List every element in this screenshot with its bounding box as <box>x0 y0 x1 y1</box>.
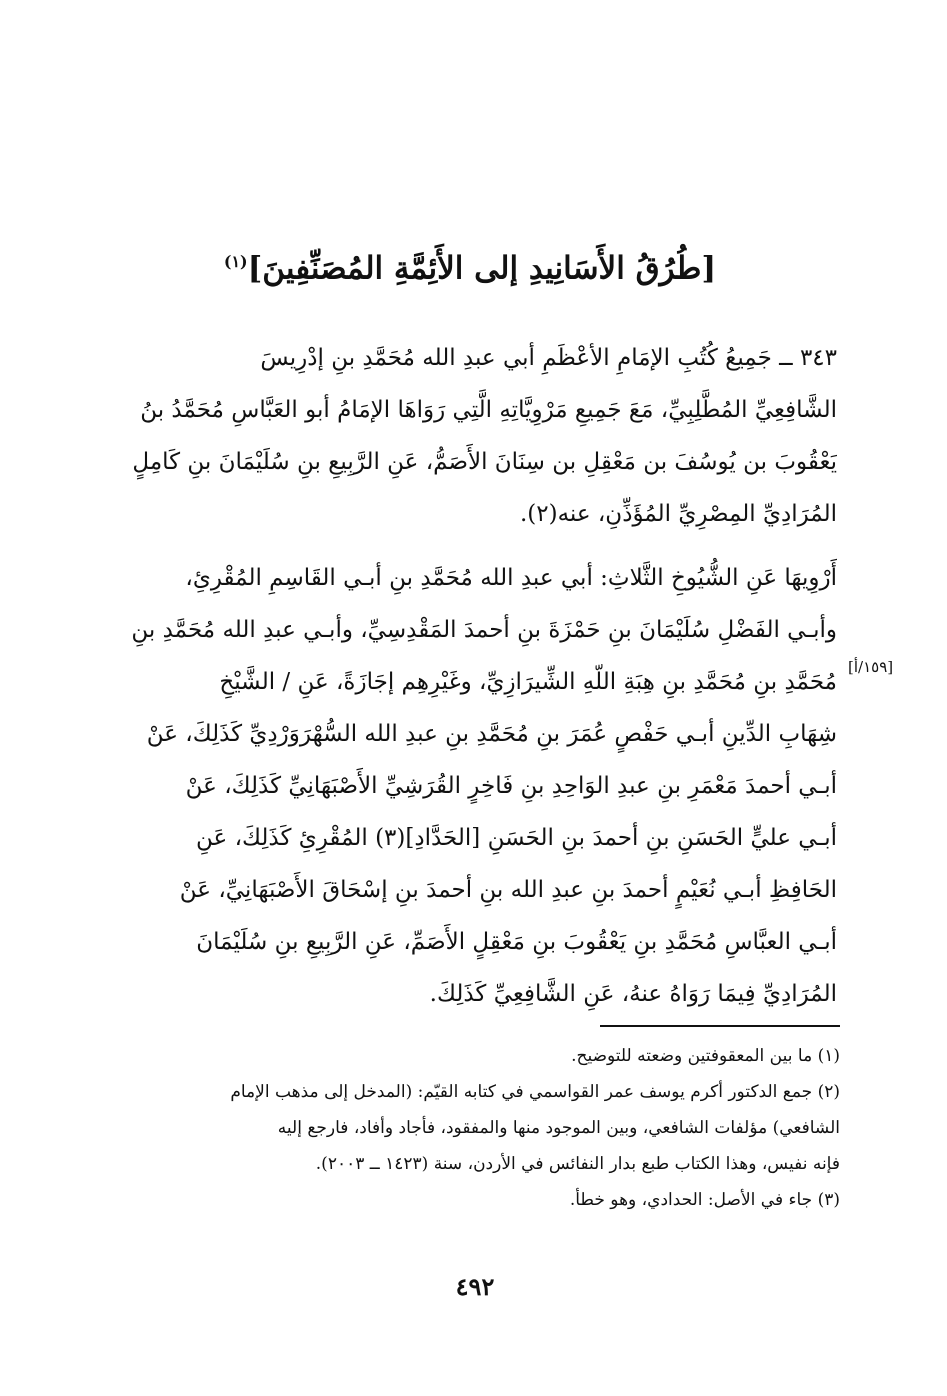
paragraph-2 <box>112 552 837 1020</box>
paragraph-line: الشَّافِعِيِّ المُطَّلِبِيِّ، مَعَ جَمِيعِ مَرْوِيَّاتِهِ الَّتِي رَوَاهَا الإمَامُ أبو العَبَّاسِ مُحَمَّدُ بنُ <box>140 397 837 423</box>
paragraph-line: أبـي العبَّاسِ مُحَمَّدِ بنِ يَعْقُوبَ بنِ مَعْقِلٍ الأَصَمِّ، عَنِ الرَّبِيعِ بنِ سُلَيْمَانَ <box>196 929 837 955</box>
paragraph-line: وأبـي الفَضْلِ سُلَيْمَانَ بنِ حَمْزَةَ بنِ أحمدَ المَقْدِسِيِّ، وأبـي عبدِ الله مُحَمَّدِ بنِ <box>131 617 837 643</box>
footnote-line: (٣) جاء في الأصل: الحدادي، وهو خطأ. <box>569 1190 840 1210</box>
footnote-line: فإنه نفيس، وهذا الكتاب طبع بدار النفائس في الأردن، سنة (١٤٢٣ ــ ٢٠٠٣). <box>315 1154 840 1174</box>
footnote-1 <box>112 1038 840 1074</box>
footnote-line: (٢) جمع الدكتور أكرم يوسف عمر القواسمي في كتابه القيّم: (المدخل إلى مذهب الإمام <box>230 1082 840 1102</box>
paragraph-line: أَرْوِيهَا عَنِ الشُّيُوخِ الثَّلاثِ: أبي عبدِ الله مُحَمَّدِ بنِ أبـي القَاسِمِ المُقْرِئِ، <box>185 565 837 591</box>
paragraph-line: أبـي عليٍّ الحَسَنِ بنِ أحمدَ بنِ الحَسَنِ [الحَدَّادِ](٣) المُقْرِئِ كَذَلِكَ، عَنِ <box>196 825 837 851</box>
footnote-line: (١) ما بين المعقوفتين وضعته للتوضيح. <box>571 1046 840 1066</box>
paragraph-line: ٣٤٣ ــ جَمِيعُ كُتُبِ الإمَامِ الأعْظَمِ أبي عبدِ الله مُحَمَّدِ بنِ إدْرِيسَ <box>260 345 837 371</box>
footnote-2 <box>112 1074 840 1182</box>
paragraph-line: الحَافِظِ أبـي نُعَيْمٍ أحمدَ بنِ عبدِ الله بنِ أحمدَ بنِ إسْحَاقَ الأَصْبَهَانِيِّ، عَنْ <box>179 877 837 903</box>
paragraph-line: يَعْقُوبَ بن يُوسُفَ بن مَعْقِلِ بن سِنَانَ الأَصَمُّ، عَنِ الرَّبِيعِ بنِ سُلَيْمَانَ بنِ كَامِلٍ <box>132 449 837 475</box>
footnote-line: الشافعي) مؤلفات الشافعي، وبين الموجود منها والمفقود، فأجاد وأفاد، فارجع إليه <box>277 1118 840 1138</box>
paragraph-line: المُرَادِيِّ فِيمَا رَوَاهُ عنهُ، عَنِ الشَّافِعِيِّ كَذَلِكَ. <box>429 981 837 1007</box>
footnotes <box>112 1038 840 1218</box>
heading-title: [طُرُقُ الأَسَانِيدِ إلى الأَئِمَّةِ المُصَنِّفِينَ] <box>247 250 717 287</box>
footnote-divider <box>600 1025 840 1027</box>
heading-note-ref: (١) <box>223 252 248 271</box>
manuscript-folio-marker: [١٥٩/أ] <box>848 658 894 676</box>
paragraph-line: مُحَمَّدِ بنِ مُحَمَّدِ بنِ هِبَةِ اللّهِ الشِّيرَازِيِّ، وغَيْرِهِم إجَازَةً، عَنِ / الشَّيْخِ <box>219 669 837 695</box>
paragraph-line: المُرَادِيِّ المِصْرِيِّ المُؤَذِّنِ، عنه(٢). <box>519 501 837 527</box>
paragraph-1 <box>112 332 837 540</box>
paragraph-line: شِهَابِ الدِّينِ أبـي حَفْصٍ عُمَرَ بنِ مُحَمَّدِ بنِ عبدِ الله السُّهْرَوَرْدِيِّ كَذَلِكَ، عَنْ <box>146 721 837 747</box>
footnote-3 <box>112 1182 840 1218</box>
paragraph-line: أبـي أحمدَ مَعْمَرِ بنِ عبدِ الوَاحِدِ بنِ فَاخِرٍ القُرَشِيِّ الأَصْبَهَانِيِّ كَذَلِكَ، عَنْ <box>185 773 837 799</box>
section-heading <box>120 232 820 298</box>
page-number: ٤٩٢ <box>455 1272 495 1301</box>
